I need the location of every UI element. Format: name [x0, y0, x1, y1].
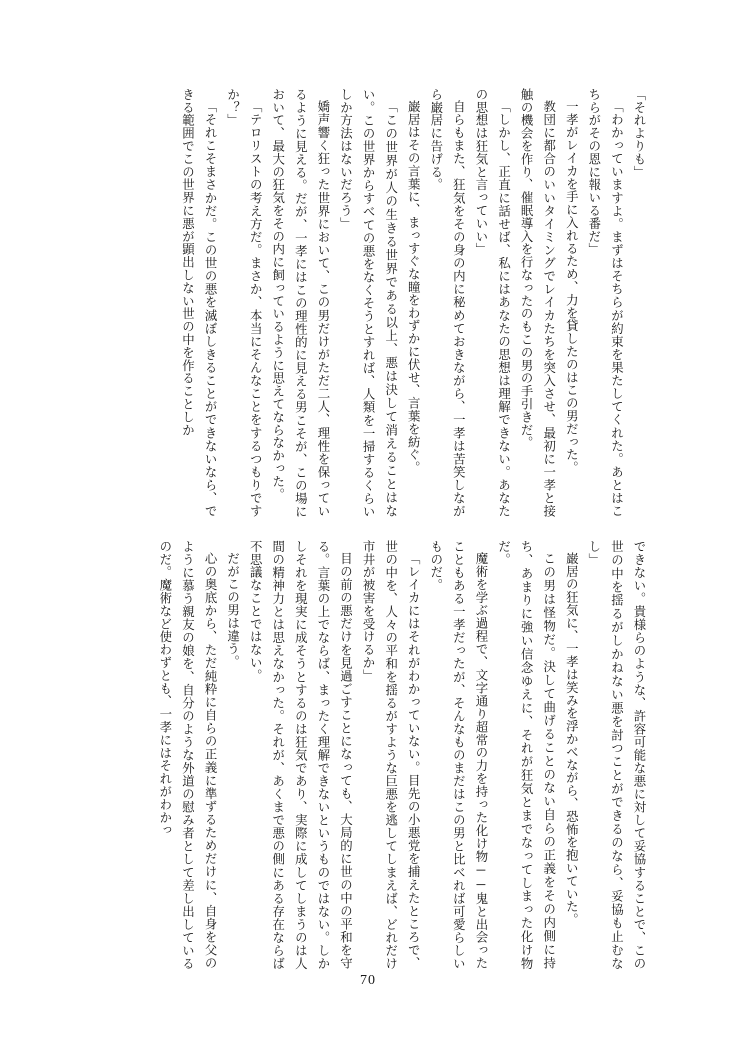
- paragraph: 「それよりも」: [632, 88, 646, 179]
- paragraph: 自らもまた、狂気をその身の内に秘めておきながら、一孝は苦笑しながら巌居に告げる。: [428, 88, 466, 518]
- paragraph: 「レイカにはそれがわかっていない。目先の小悪党を捕えたところで、世の中を、人々の平和を揺るがすような巨悪を逃してしまえば、どれだけ市井が被害を受けるか」: [361, 540, 421, 970]
- paragraph: 「テロリストの考え方だ。まさか、本当にそんなことをするつもりですか？」: [225, 88, 263, 518]
- paragraph: 巌居の狂気に、一孝は笑みを浮かべながら、恐怖を抱いていた。: [564, 552, 579, 927]
- paragraph: 巌居はその言葉に、まっすぐな瞳をわずかに伏せ、言葉を紡ぐ。: [406, 100, 421, 475]
- paragraph: この男は怪物だ。決して曲げることのない自らの正義をその内側に持ち、あまりに強い信念ゆえに、それが狂気とまでなってしまった化け物だ。: [496, 540, 556, 970]
- paragraph: 「それこそまさかだ。この世の悪を滅ぼしきることができないなら、できる範囲でこの世界に悪が顕出しない世の中を作ることしか: [180, 88, 218, 518]
- paragraph: 一孝がレイカを手に入れるため、力を貸したのはこの男だった。: [564, 100, 579, 475]
- paragraph: 目の前の悪だけを見過ごすことになっても、大局的に世の中の平和を守る。言葉の上でならば、まったく理解できないというものではない。しかしそれを現実に成そうとするのは狂気であり、実際に成してしまうのは人間の精神力とは思えなかった。それが、あくまで悪の側にある存在ならば不思議なことではない。: [248, 540, 353, 970]
- paragraph: 魔術を学ぶ過程で、文字通り超常の力を持った化け物──鬼と出会ったこともある一孝だったが、そんなものまだはこの男と比べれば可愛らしいものだ。: [428, 540, 488, 970]
- text-column-upper: [176, 88, 650, 518]
- paragraph: だがこの男は違う。: [225, 552, 240, 669]
- page-number: 70: [360, 973, 376, 988]
- paragraph: 心の奥底から、ただ純粋に自らの正義に準ずるためだけに、自身を父のように慕う親友の娘を、自分のような外道の慰み者として差し出しているのだ。魔術など使わずとも、一孝にはそれがわかっ: [157, 540, 218, 970]
- paragraph: できない。貴様らのような、許容可能な悪に対して妥協することで、この世の中を揺るがしかねない悪を討つことができるのなら、妥協も止むなし」: [586, 540, 646, 970]
- paragraph: 「しかし、正直に話せば、私にはあなたの思想は理解できない。あなたの思想は狂気と言っていい」: [473, 88, 511, 518]
- paragraph: 「わかっていますよ。まずはそちらが約束を果たしてくれた。あとはこちらがその恩に報いる番だ」: [586, 88, 624, 518]
- text-column-lower: [153, 540, 650, 970]
- paragraph: 教団に都合のいいタイミングでレイカたちを突入させ、最初に一孝と接触の機会を作り、催眠導入を行なったのもこの男の手引きだ。: [519, 88, 556, 518]
- paragraph: 嬌声響く狂った世界において、この男だけがただ二人、理性を保っているように見える。だが、一孝にはこの理性的に見える男こそが、この場において、最大の狂気をその内に飼っているように思えてならなかった。: [270, 88, 330, 518]
- paragraph: 「この世界が人の生きる世界である以上、悪は決して消えることはない。この世界からすべての悪をなくそうとすれば、人類を一掃するくらいしか方法はないだろう」: [338, 88, 398, 518]
